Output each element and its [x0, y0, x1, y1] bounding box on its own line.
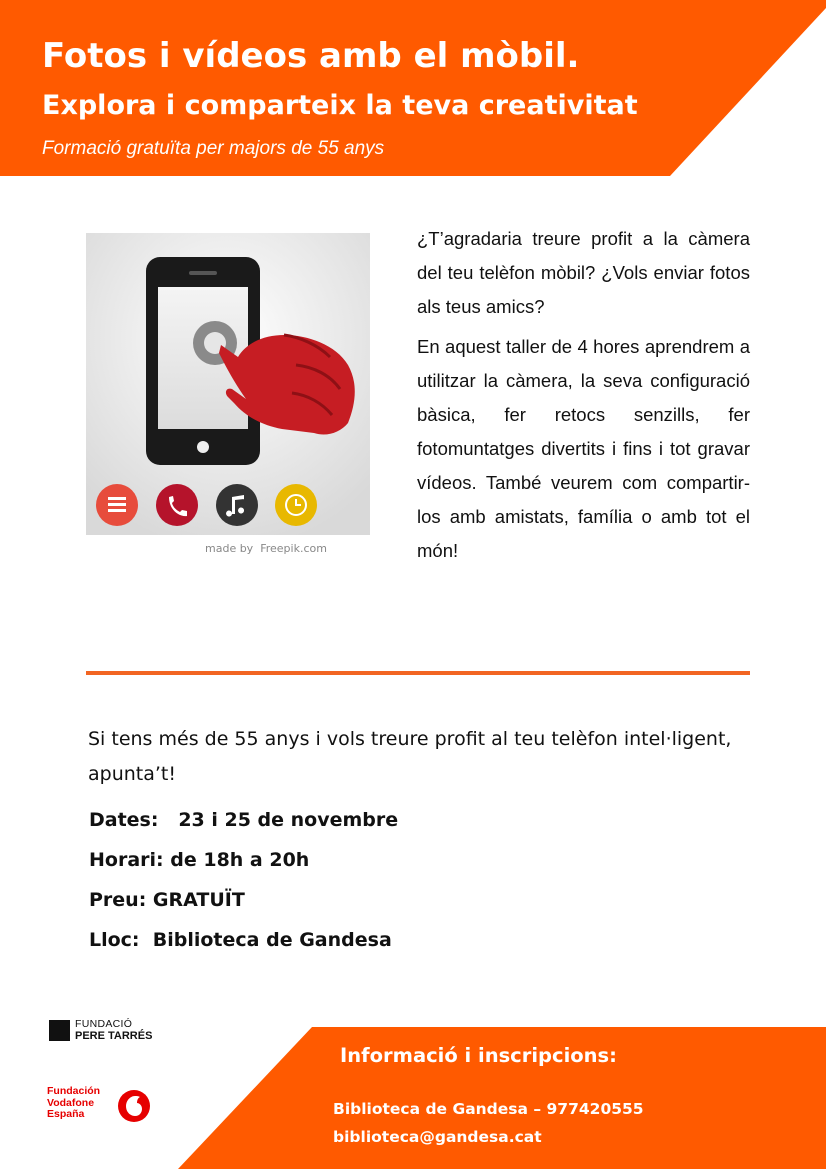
fundacion-vodafone-logo: Fundación Vodafone España: [47, 1085, 101, 1120]
page-title: Fotos i vídeos amb el mòbil.: [42, 36, 580, 76]
phone-icon: [156, 484, 198, 526]
event-place: Lloc: Biblioteca de Gandesa: [89, 929, 392, 951]
event-details: [89, 803, 398, 963]
header-banner: [0, 0, 826, 176]
intro-text: [417, 222, 750, 574]
event-dates: Dates: 23 i 25 de novembre: [89, 809, 399, 831]
info-title: Informació i inscripcions:: [340, 1044, 617, 1067]
music-icon: [216, 484, 258, 526]
page-tagline: Formació gratuïta per majors de 55 anys: [42, 138, 385, 159]
page-subtitle: Explora i comparteix la teva creativitat: [42, 90, 638, 120]
call-to-action: Si tens més de 55 anys i vols treure profit al teu telèfon intel·ligent, apunta’t!: [88, 728, 732, 785]
intro-paragraph-2: En aquest taller de 4 hores aprendrem a utilitzar la càmera, la seva configuració bàsica, fer retocs senzills, fer fotomuntatges divertits i fins i tot gravar vídeos. També veurem com compartir-los amb amistats, família o amb tot el món!: [417, 336, 750, 561]
contact-email: biblioteca@gandesa.cat: [333, 1128, 542, 1146]
intro-paragraph-1: ¿T’agradaria treure profit a la càmera del teu telèfon mòbil? ¿Vols enviar fotos als teus amics?: [417, 228, 750, 317]
event-price: Preu: GRATUÏT: [89, 889, 245, 911]
contact-phone: Biblioteca de Gandesa – 977420555: [333, 1100, 644, 1118]
divider: [86, 671, 750, 675]
phone-illustration: [86, 233, 370, 535]
clock-icon: [275, 484, 317, 526]
event-schedule: Horari: de 18h a 20h: [89, 849, 310, 871]
image-credit: made by Freepik.com: [205, 542, 327, 555]
list-icon: [96, 484, 138, 526]
